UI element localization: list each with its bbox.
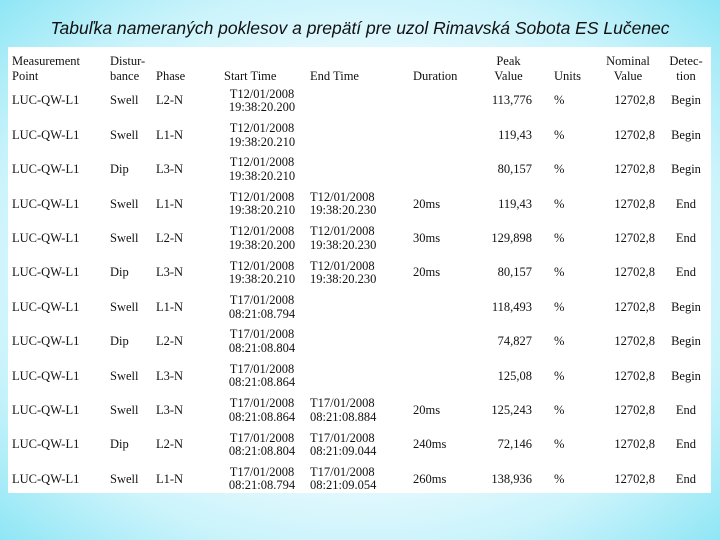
cell-start-time: T12/01/2008 19:38:20.200: [228, 86, 296, 115]
cell-end-time: [308, 84, 411, 118]
header-duration: Duration: [413, 69, 458, 83]
cell-end-time: T12/01/2008 19:38:20.230: [310, 189, 377, 218]
cell-units: %: [554, 162, 565, 177]
header-phase: Phase: [156, 69, 186, 83]
table-row: [8, 222, 711, 256]
cell-duration: [411, 290, 477, 324]
cell-units: %: [554, 127, 565, 142]
cell-disturbance: Dip: [110, 265, 129, 280]
table-row: [8, 187, 711, 221]
cell-measurement-point: LUC-QW-L1: [12, 437, 80, 452]
cell-start-time: T17/01/2008 08:21:08.804: [228, 430, 296, 459]
cell-phase: L1-N: [156, 471, 184, 486]
cell-nominal-value: 12702,8: [614, 162, 655, 177]
cell-duration: [411, 325, 477, 359]
cell-end-time: T17/01/2008 08:21:09.054: [310, 464, 377, 493]
cell-detection: End: [675, 196, 697, 211]
cell-end-time: [308, 153, 411, 187]
cell-disturbance: Swell: [110, 127, 139, 142]
cell-detection: End: [675, 402, 697, 417]
table-row: [8, 359, 711, 393]
table-row: [8, 290, 711, 324]
header-start-time: Start Time: [224, 69, 277, 83]
cell-duration: 240ms: [413, 437, 447, 452]
cell-measurement-point: LUC-QW-L1: [12, 196, 80, 211]
cell-duration: 30ms: [413, 231, 441, 245]
table-row: [8, 84, 711, 118]
cell-measurement-point: LUC-QW-L1: [12, 334, 80, 349]
header-units: Units: [553, 69, 582, 83]
cell-duration: 20ms: [413, 265, 441, 280]
header-detection: Detec- tion: [669, 54, 703, 83]
cell-phase: L3-N: [156, 265, 184, 280]
cell-disturbance: Dip: [110, 162, 129, 177]
cell-start-time: T17/01/2008 08:21:08.794: [228, 464, 296, 493]
cell-disturbance: Dip: [110, 437, 129, 452]
table-row: [8, 462, 711, 496]
cell-nominal-value: 12702,8: [614, 334, 655, 349]
cell-nominal-value: 12702,8: [614, 265, 655, 280]
cell-start-time: T17/01/2008 08:21:08.864: [228, 396, 296, 424]
cell-duration: [411, 153, 477, 187]
cell-phase: L2-N: [156, 437, 184, 452]
cell-detection: End: [675, 231, 697, 245]
cell-measurement-point: LUC-QW-L1: [12, 93, 80, 108]
cell-start-time: T17/01/2008 08:21:08.804: [228, 327, 296, 355]
cell-peak-value: 118,493: [491, 299, 532, 314]
cell-duration: [411, 118, 477, 152]
cell-end-time: T12/01/2008 19:38:20.230: [310, 258, 377, 287]
cell-duration: 20ms: [413, 196, 441, 211]
cell-duration: 260ms: [413, 471, 447, 486]
cell-end-time: T17/01/2008 08:21:09.044: [310, 430, 377, 459]
header-peak-value: Peak Value: [494, 54, 523, 83]
cell-start-time: T12/01/2008 19:38:20.210: [228, 155, 296, 183]
cell-disturbance: Swell: [110, 402, 139, 417]
cell-start-time: T12/01/2008 19:38:20.210: [228, 189, 296, 218]
cell-units: %: [554, 334, 565, 349]
cell-duration: [411, 359, 477, 393]
cell-disturbance: Swell: [110, 368, 139, 383]
cell-end-time: [308, 290, 411, 324]
cell-nominal-value: 12702,8: [614, 299, 655, 314]
table-row: [8, 153, 711, 187]
cell-peak-value: 119,43: [498, 196, 532, 211]
cell-detection: Begin: [671, 299, 701, 314]
cell-detection: End: [675, 471, 697, 486]
cell-detection: Begin: [671, 368, 701, 383]
cell-units: %: [554, 437, 565, 452]
cell-phase: L1-N: [156, 127, 184, 142]
cell-start-time: T12/01/2008 19:38:20.210: [228, 121, 296, 149]
header-end-time: End Time: [310, 69, 359, 83]
cell-measurement-point: LUC-QW-L1: [12, 162, 80, 177]
cell-units: %: [554, 402, 565, 417]
cell-units: %: [554, 93, 565, 108]
cell-phase: L1-N: [156, 196, 184, 211]
table-row: [8, 256, 711, 290]
cell-nominal-value: 12702,8: [614, 402, 655, 417]
cell-nominal-value: 12702,8: [614, 93, 655, 108]
cell-start-time: T17/01/2008 08:21:08.864: [228, 361, 296, 390]
cell-units: %: [554, 471, 565, 486]
cell-disturbance: Swell: [110, 231, 139, 245]
cell-phase: L1-N: [156, 299, 184, 314]
cell-nominal-value: 12702,8: [614, 127, 655, 142]
slide-title: Tabuľka nameraných poklesov a prepätí pre uzol Rimavská Sobota ES Lučenec: [50, 18, 670, 38]
cell-end-time: [308, 325, 411, 359]
cell-detection: End: [675, 265, 697, 280]
cell-units: %: [554, 265, 565, 280]
cell-peak-value: 119,43: [498, 127, 532, 142]
cell-units: %: [554, 368, 565, 383]
header-measurement-point: Measurement Point: [12, 54, 81, 83]
cell-nominal-value: 12702,8: [614, 231, 655, 245]
cell-measurement-point: LUC-QW-L1: [12, 402, 80, 417]
cell-measurement-point: LUC-QW-L1: [12, 299, 80, 314]
cell-end-time: T17/01/2008 08:21:08.884: [310, 396, 377, 424]
cell-start-time: T12/01/2008 19:38:20.200: [228, 224, 296, 252]
cell-phase: L3-N: [156, 402, 184, 417]
cell-duration: [411, 84, 477, 118]
cell-peak-value: 80,157: [497, 162, 532, 177]
cell-peak-value: 125,08: [497, 368, 532, 383]
cell-nominal-value: 12702,8: [614, 471, 655, 486]
cell-units: %: [554, 231, 565, 245]
cell-detection: Begin: [671, 93, 701, 108]
header-nominal-value: Nominal Value: [606, 54, 650, 83]
cell-peak-value: 125,243: [491, 402, 532, 417]
cell-start-time: T17/01/2008 08:21:08.794: [228, 293, 296, 321]
cell-peak-value: 138,936: [491, 471, 532, 486]
cell-disturbance: Dip: [110, 334, 129, 349]
table-row: [8, 394, 711, 428]
cell-disturbance: Swell: [110, 93, 139, 108]
cell-duration: 20ms: [413, 402, 441, 417]
table-row: [8, 325, 711, 359]
cell-measurement-point: LUC-QW-L1: [12, 265, 80, 280]
cell-peak-value: 72,146: [497, 437, 532, 452]
cell-detection: Begin: [671, 334, 701, 349]
cell-disturbance: Swell: [110, 196, 139, 211]
table-row: [8, 118, 711, 152]
table-body: [8, 84, 711, 497]
cell-peak-value: 113,776: [491, 93, 532, 108]
cell-end-time: [308, 118, 411, 152]
cell-detection: Begin: [671, 162, 701, 177]
measurement-table: [8, 47, 711, 497]
header-row: [8, 47, 711, 84]
cell-units: %: [554, 299, 565, 314]
cell-measurement-point: LUC-QW-L1: [12, 231, 80, 245]
table-row: [8, 428, 711, 462]
cell-measurement-point: LUC-QW-L1: [12, 127, 80, 142]
cell-disturbance: Swell: [110, 299, 139, 314]
cell-phase: L3-N: [156, 162, 184, 177]
cell-peak-value: 74,827: [497, 334, 532, 349]
cell-end-time: [308, 359, 411, 393]
cell-disturbance: Swell: [110, 471, 139, 486]
cell-peak-value: 80,157: [497, 265, 532, 280]
cell-units: %: [554, 196, 565, 211]
cell-peak-value: 129,898: [491, 231, 532, 245]
cell-start-time: T12/01/2008 19:38:20.210: [228, 258, 296, 287]
header-disturbance: Distur- bance: [110, 54, 146, 83]
cell-nominal-value: 12702,8: [614, 368, 655, 383]
cell-detection: Begin: [671, 127, 701, 142]
cell-phase: L2-N: [156, 93, 184, 108]
table-header: [8, 47, 711, 84]
measurement-table-panel: [8, 47, 711, 493]
cell-phase: L2-N: [156, 231, 184, 245]
cell-detection: End: [675, 437, 697, 452]
cell-nominal-value: 12702,8: [614, 437, 655, 452]
cell-measurement-point: LUC-QW-L1: [12, 368, 80, 383]
cell-phase: L3-N: [156, 368, 184, 383]
cell-end-time: T12/01/2008 19:38:20.230: [310, 224, 377, 252]
cell-measurement-point: LUC-QW-L1: [12, 471, 80, 486]
cell-phase: L2-N: [156, 334, 184, 349]
cell-nominal-value: 12702,8: [614, 196, 655, 211]
